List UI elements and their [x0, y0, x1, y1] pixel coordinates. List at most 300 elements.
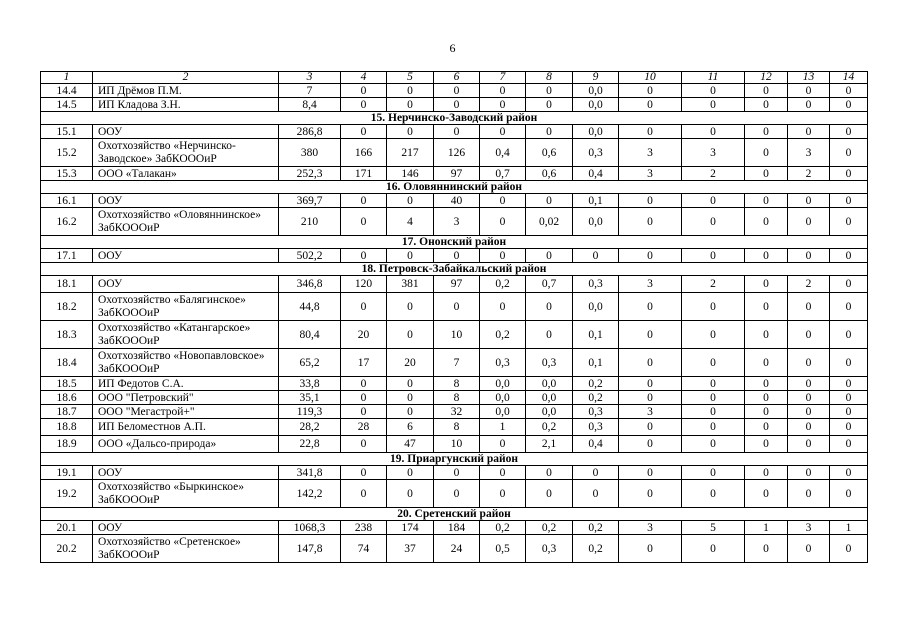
- value-cell: 147,8: [279, 535, 341, 563]
- table-body: [41, 72, 868, 563]
- value-cell: 6: [387, 419, 434, 436]
- value-cell: 10: [434, 321, 480, 349]
- value-cell: 0: [619, 436, 682, 453]
- value-cell: 0: [341, 377, 387, 391]
- value-cell: 0: [788, 98, 830, 112]
- value-cell: 0: [788, 391, 830, 405]
- value-cell: 8: [434, 377, 480, 391]
- value-cell: 0: [526, 321, 573, 349]
- value-cell: 40: [434, 194, 480, 208]
- value-cell: 0: [480, 436, 526, 453]
- value-cell: 0: [830, 321, 868, 349]
- value-cell: 1: [830, 521, 868, 535]
- value-cell: 0,0: [573, 98, 619, 112]
- value-cell: 3: [788, 521, 830, 535]
- value-cell: 0,4: [480, 139, 526, 167]
- value-cell: 28: [341, 419, 387, 436]
- table-row: [41, 84, 868, 98]
- value-cell: 0: [480, 125, 526, 139]
- row-number-cell: 18.3: [41, 321, 93, 349]
- page-number: 6: [449, 41, 456, 55]
- value-cell: 0,5: [480, 535, 526, 563]
- value-cell: 7: [434, 349, 480, 377]
- value-cell: 1: [480, 419, 526, 436]
- row-number-cell: 18.4: [41, 349, 93, 377]
- value-cell: 0: [434, 293, 480, 321]
- value-cell: 0: [526, 125, 573, 139]
- value-cell: 0,2: [480, 321, 526, 349]
- value-cell: 217: [387, 139, 434, 167]
- value-cell: 0: [341, 98, 387, 112]
- value-cell: 0: [830, 405, 868, 419]
- value-cell: 0: [745, 98, 788, 112]
- value-cell: 0,0: [480, 377, 526, 391]
- value-cell: 0: [619, 98, 682, 112]
- value-cell: 0,0: [526, 391, 573, 405]
- table-row: [41, 167, 868, 181]
- value-cell: 0: [830, 84, 868, 98]
- value-cell: 0: [434, 125, 480, 139]
- column-number-cell: 2: [93, 72, 279, 84]
- value-cell: 0,1: [573, 349, 619, 377]
- value-cell: 0: [745, 349, 788, 377]
- table-row: [41, 521, 868, 535]
- value-cell: 0: [830, 139, 868, 167]
- value-cell: 0: [387, 405, 434, 419]
- value-cell: 0,3: [573, 276, 619, 293]
- value-cell: 0: [387, 194, 434, 208]
- value-cell: 0: [434, 249, 480, 263]
- value-cell: 120: [341, 276, 387, 293]
- value-cell: 0: [830, 535, 868, 563]
- value-cell: 142,2: [279, 480, 341, 508]
- value-cell: 0: [745, 419, 788, 436]
- value-cell: 0: [573, 466, 619, 480]
- district-title: 17. Ононский район: [41, 236, 868, 249]
- value-cell: 0: [526, 293, 573, 321]
- row-number-cell: 19.2: [41, 480, 93, 508]
- value-cell: 0: [682, 436, 745, 453]
- value-cell: 381: [387, 276, 434, 293]
- value-cell: 0: [830, 293, 868, 321]
- value-cell: 0: [341, 405, 387, 419]
- value-cell: 0: [745, 249, 788, 263]
- table-row: [41, 249, 868, 263]
- value-cell: 0: [682, 249, 745, 263]
- value-cell: 0,2: [526, 419, 573, 436]
- value-cell: 3: [619, 139, 682, 167]
- organization-name-cell: Охотхозяйство «Быркинское» ЗабКОООиР: [93, 480, 279, 508]
- table-row: [41, 391, 868, 405]
- table-row: [41, 466, 868, 480]
- value-cell: 0: [682, 349, 745, 377]
- value-cell: 0: [619, 208, 682, 236]
- table-row: [41, 125, 868, 139]
- table-row: [41, 139, 868, 167]
- organization-name-cell: ООУ: [93, 125, 279, 139]
- district-section-row: [41, 453, 868, 466]
- district-section-row: [41, 508, 868, 521]
- value-cell: 80,4: [279, 321, 341, 349]
- value-cell: 0: [434, 466, 480, 480]
- value-cell: 0: [745, 167, 788, 181]
- value-cell: 0: [788, 480, 830, 508]
- value-cell: 0: [830, 98, 868, 112]
- value-cell: 0,0: [573, 208, 619, 236]
- value-cell: 3: [619, 167, 682, 181]
- value-cell: 0: [830, 436, 868, 453]
- value-cell: 0,2: [573, 377, 619, 391]
- organization-name-cell: Охотхозяйство «Сретенское» ЗабКОООиР: [93, 535, 279, 563]
- column-number-row: [41, 72, 868, 84]
- value-cell: 0,2: [573, 521, 619, 535]
- organization-name-cell: ООУ: [93, 466, 279, 480]
- value-cell: 166: [341, 139, 387, 167]
- value-cell: 0: [682, 391, 745, 405]
- column-number-cell: 8: [526, 72, 573, 84]
- value-cell: 0: [341, 466, 387, 480]
- organization-name-cell: ИП Кладова З.Н.: [93, 98, 279, 112]
- value-cell: 380: [279, 139, 341, 167]
- value-cell: 0,3: [480, 349, 526, 377]
- value-cell: 22,8: [279, 436, 341, 453]
- value-cell: 0: [480, 208, 526, 236]
- table-row: [41, 480, 868, 508]
- value-cell: 0: [745, 293, 788, 321]
- column-number-cell: 9: [573, 72, 619, 84]
- value-cell: 0: [682, 466, 745, 480]
- column-number-cell: 7: [480, 72, 526, 84]
- value-cell: 24: [434, 535, 480, 563]
- value-cell: 0: [830, 208, 868, 236]
- column-number-cell: 5: [387, 72, 434, 84]
- value-cell: 0: [745, 391, 788, 405]
- value-cell: 0: [788, 466, 830, 480]
- row-number-cell: 18.2: [41, 293, 93, 321]
- value-cell: 0: [480, 84, 526, 98]
- value-cell: 0,1: [573, 321, 619, 349]
- value-cell: 0,6: [526, 139, 573, 167]
- row-number-cell: 19.1: [41, 466, 93, 480]
- value-cell: 238: [341, 521, 387, 535]
- organization-name-cell: ООУ: [93, 276, 279, 293]
- row-number-cell: 18.9: [41, 436, 93, 453]
- value-cell: 0: [387, 321, 434, 349]
- value-cell: 252,3: [279, 167, 341, 181]
- value-cell: 119,3: [279, 405, 341, 419]
- value-cell: 0: [830, 276, 868, 293]
- value-cell: 0: [387, 480, 434, 508]
- value-cell: 0,2: [573, 535, 619, 563]
- value-cell: 0: [745, 194, 788, 208]
- value-cell: 0: [387, 377, 434, 391]
- value-cell: 369,7: [279, 194, 341, 208]
- value-cell: 286,8: [279, 125, 341, 139]
- organization-name-cell: ООУ: [93, 194, 279, 208]
- district-title: 15. Нерчинско-Заводский район: [41, 112, 868, 125]
- value-cell: 346,8: [279, 276, 341, 293]
- value-cell: 0: [526, 98, 573, 112]
- value-cell: 0: [682, 208, 745, 236]
- value-cell: 17: [341, 349, 387, 377]
- value-cell: 0: [619, 194, 682, 208]
- value-cell: 0: [682, 419, 745, 436]
- value-cell: 126: [434, 139, 480, 167]
- value-cell: 0: [434, 480, 480, 508]
- value-cell: 0: [341, 208, 387, 236]
- value-cell: 0: [830, 125, 868, 139]
- value-cell: 0: [619, 84, 682, 98]
- table-row: [41, 419, 868, 436]
- value-cell: 0: [682, 125, 745, 139]
- value-cell: 0: [788, 125, 830, 139]
- value-cell: 0,2: [480, 521, 526, 535]
- value-cell: 0,0: [526, 377, 573, 391]
- organization-name-cell: ИП Дрёмов П.М.: [93, 84, 279, 98]
- table-row: [41, 321, 868, 349]
- row-number-cell: 18.1: [41, 276, 93, 293]
- row-number-cell: 14.5: [41, 98, 93, 112]
- value-cell: 0: [830, 194, 868, 208]
- value-cell: 0,7: [480, 167, 526, 181]
- value-cell: 0: [387, 466, 434, 480]
- row-number-cell: 15.2: [41, 139, 93, 167]
- value-cell: 0: [480, 249, 526, 263]
- value-cell: 0: [387, 391, 434, 405]
- value-cell: 37: [387, 535, 434, 563]
- column-number-cell: 3: [279, 72, 341, 84]
- value-cell: 4: [387, 208, 434, 236]
- organization-name-cell: ИП Беломестнов А.П.: [93, 419, 279, 436]
- value-cell: 0: [526, 466, 573, 480]
- value-cell: 3: [434, 208, 480, 236]
- value-cell: 0: [619, 535, 682, 563]
- value-cell: 0,3: [526, 349, 573, 377]
- value-cell: 0: [745, 139, 788, 167]
- value-cell: 0: [526, 480, 573, 508]
- value-cell: 2: [788, 167, 830, 181]
- value-cell: 0: [341, 194, 387, 208]
- value-cell: 65,2: [279, 349, 341, 377]
- value-cell: 0: [480, 480, 526, 508]
- value-cell: 502,2: [279, 249, 341, 263]
- value-cell: 0: [830, 466, 868, 480]
- district-section-row: [41, 112, 868, 125]
- value-cell: 8: [434, 391, 480, 405]
- value-cell: 2,1: [526, 436, 573, 453]
- organization-name-cell: Охотхозяйство «Новопавловское» ЗабКОООиР: [93, 349, 279, 377]
- organization-name-cell: Охотхозяйство «Балягинское» ЗабКОООиР: [93, 293, 279, 321]
- value-cell: 0: [480, 194, 526, 208]
- value-cell: 0: [682, 84, 745, 98]
- value-cell: 2: [682, 276, 745, 293]
- value-cell: 0: [480, 98, 526, 112]
- value-cell: 0: [788, 194, 830, 208]
- value-cell: 0: [526, 84, 573, 98]
- row-number-cell: 14.4: [41, 84, 93, 98]
- value-cell: 1: [745, 521, 788, 535]
- value-cell: 0,0: [480, 405, 526, 419]
- value-cell: 0: [788, 293, 830, 321]
- value-cell: 0: [341, 436, 387, 453]
- value-cell: 1068,3: [279, 521, 341, 535]
- value-cell: 3: [619, 276, 682, 293]
- row-number-cell: 18.6: [41, 391, 93, 405]
- value-cell: 0: [788, 405, 830, 419]
- value-cell: 0: [387, 98, 434, 112]
- value-cell: 0: [387, 84, 434, 98]
- value-cell: 0,2: [573, 391, 619, 405]
- value-cell: 0,2: [526, 521, 573, 535]
- value-cell: 0: [341, 249, 387, 263]
- value-cell: 0,3: [573, 419, 619, 436]
- value-cell: 0,2: [480, 276, 526, 293]
- value-cell: 47: [387, 436, 434, 453]
- column-number-cell: 14: [830, 72, 868, 84]
- value-cell: 0,4: [573, 167, 619, 181]
- organization-name-cell: ООУ: [93, 249, 279, 263]
- row-number-cell: 18.7: [41, 405, 93, 419]
- value-cell: 0: [526, 249, 573, 263]
- table-row: [41, 98, 868, 112]
- value-cell: 97: [434, 167, 480, 181]
- district-title: 18. Петровск-Забайкальский район: [41, 263, 868, 276]
- value-cell: 0: [745, 466, 788, 480]
- organization-name-cell: ООО "Петровский": [93, 391, 279, 405]
- row-number-cell: 20.2: [41, 535, 93, 563]
- value-cell: 0,1: [573, 194, 619, 208]
- column-number-cell: 12: [745, 72, 788, 84]
- table-row: [41, 436, 868, 453]
- value-cell: 0: [573, 480, 619, 508]
- value-cell: 0,0: [573, 125, 619, 139]
- value-cell: 0: [788, 84, 830, 98]
- value-cell: 0,3: [526, 535, 573, 563]
- value-cell: 0,6: [526, 167, 573, 181]
- value-cell: 0: [788, 436, 830, 453]
- organization-name-cell: ООО «Талакан»: [93, 167, 279, 181]
- value-cell: 0,7: [526, 276, 573, 293]
- district-title: 19. Приаргунский район: [41, 453, 868, 466]
- value-cell: 0: [745, 405, 788, 419]
- value-cell: 0: [830, 391, 868, 405]
- column-number-cell: 10: [619, 72, 682, 84]
- row-number-cell: 15.1: [41, 125, 93, 139]
- value-cell: 0: [341, 84, 387, 98]
- row-number-cell: 16.2: [41, 208, 93, 236]
- value-cell: 0: [830, 480, 868, 508]
- value-cell: 0: [745, 480, 788, 508]
- value-cell: 341,8: [279, 466, 341, 480]
- value-cell: 0: [341, 480, 387, 508]
- value-cell: 8: [434, 419, 480, 436]
- table-row: [41, 194, 868, 208]
- value-cell: 146: [387, 167, 434, 181]
- column-number-cell: 6: [434, 72, 480, 84]
- organization-name-cell: ООО "Мегастрой+": [93, 405, 279, 419]
- value-cell: 5: [682, 521, 745, 535]
- value-cell: 0,0: [573, 293, 619, 321]
- organization-name-cell: ООУ: [93, 521, 279, 535]
- value-cell: 184: [434, 521, 480, 535]
- row-number-cell: 16.1: [41, 194, 93, 208]
- value-cell: 0: [480, 466, 526, 480]
- value-cell: 0: [619, 293, 682, 321]
- value-cell: 0,0: [480, 391, 526, 405]
- table-row: [41, 349, 868, 377]
- value-cell: 0: [526, 194, 573, 208]
- organization-name-cell: Охотхозяйство «Катангарское» ЗабКОООиР: [93, 321, 279, 349]
- district-title: 16. Оловяннинский район: [41, 181, 868, 194]
- value-cell: 0: [387, 249, 434, 263]
- value-cell: 0: [341, 391, 387, 405]
- value-cell: 0,02: [526, 208, 573, 236]
- district-section-row: [41, 181, 868, 194]
- value-cell: 3: [619, 405, 682, 419]
- value-cell: 210: [279, 208, 341, 236]
- value-cell: 0: [830, 349, 868, 377]
- value-cell: 0: [788, 349, 830, 377]
- row-number-cell: 18.8: [41, 419, 93, 436]
- value-cell: 0: [619, 349, 682, 377]
- value-cell: 0,4: [573, 436, 619, 453]
- value-cell: 0: [745, 436, 788, 453]
- value-cell: 0: [619, 377, 682, 391]
- column-number-cell: 13: [788, 72, 830, 84]
- value-cell: 0: [619, 466, 682, 480]
- table-row: [41, 405, 868, 419]
- value-cell: 0: [682, 405, 745, 419]
- value-cell: 0: [682, 480, 745, 508]
- value-cell: 0: [387, 293, 434, 321]
- value-cell: 2: [788, 276, 830, 293]
- value-cell: 0: [682, 293, 745, 321]
- value-cell: 0: [788, 321, 830, 349]
- value-cell: 0: [619, 125, 682, 139]
- column-number-cell: 4: [341, 72, 387, 84]
- value-cell: 0: [619, 480, 682, 508]
- value-cell: 0: [619, 321, 682, 349]
- value-cell: 0: [434, 84, 480, 98]
- value-cell: 0: [682, 377, 745, 391]
- value-cell: 0: [788, 535, 830, 563]
- value-cell: 97: [434, 276, 480, 293]
- value-cell: 0: [619, 419, 682, 436]
- table-row: [41, 208, 868, 236]
- value-cell: 0: [788, 419, 830, 436]
- value-cell: 44,8: [279, 293, 341, 321]
- organization-name-cell: ООО «Дальсо-природа»: [93, 436, 279, 453]
- row-number-cell: 20.1: [41, 521, 93, 535]
- value-cell: 0: [480, 293, 526, 321]
- value-cell: 0: [830, 167, 868, 181]
- value-cell: 0: [788, 377, 830, 391]
- value-cell: 3: [619, 521, 682, 535]
- value-cell: 28,2: [279, 419, 341, 436]
- value-cell: 0: [745, 377, 788, 391]
- value-cell: 171: [341, 167, 387, 181]
- organization-name-cell: Охотхозяйство «Оловяннинское» ЗабКОООиР: [93, 208, 279, 236]
- value-cell: 0: [745, 535, 788, 563]
- value-cell: 0: [387, 125, 434, 139]
- value-cell: 0,3: [573, 405, 619, 419]
- row-number-cell: 17.1: [41, 249, 93, 263]
- organization-name-cell: ИП Федотов С.А.: [93, 377, 279, 391]
- table-row: [41, 377, 868, 391]
- value-cell: 20: [341, 321, 387, 349]
- value-cell: 2: [682, 167, 745, 181]
- value-cell: 0: [341, 293, 387, 321]
